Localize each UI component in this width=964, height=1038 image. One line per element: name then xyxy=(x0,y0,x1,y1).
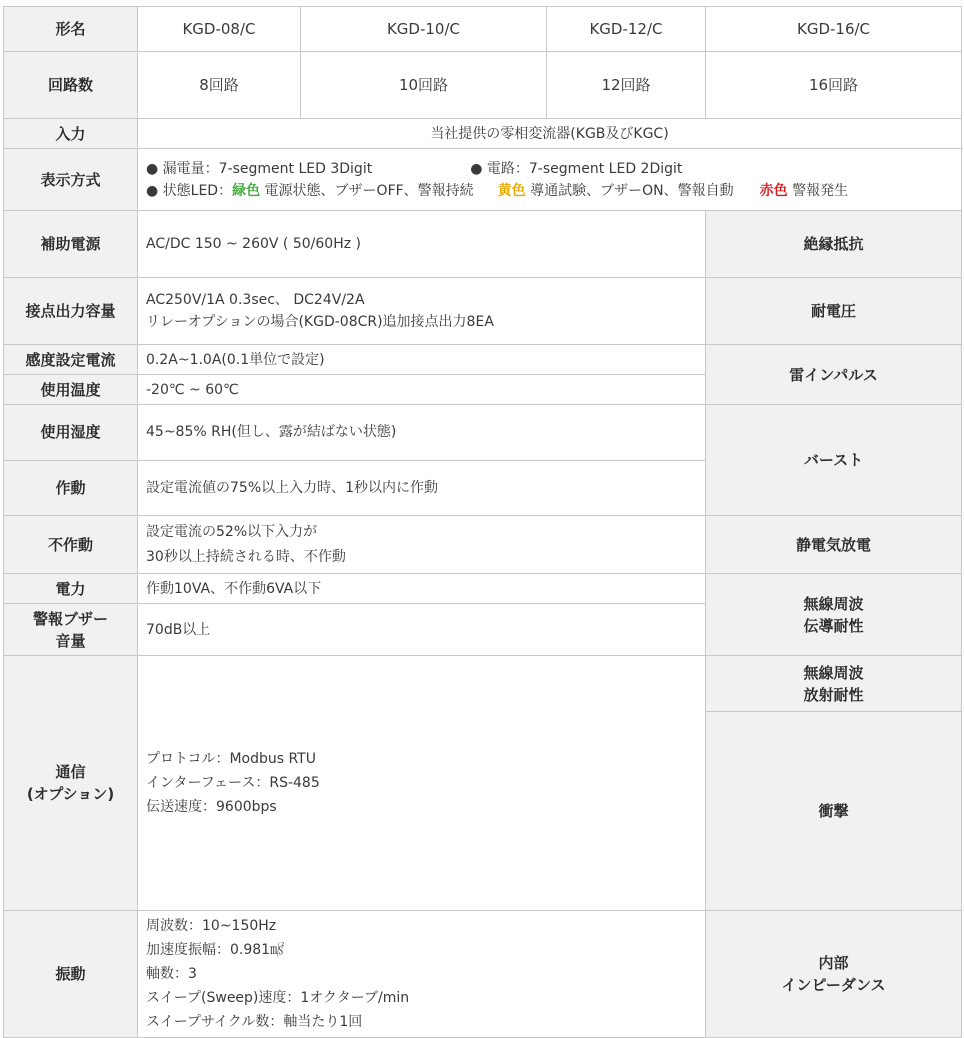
spec-table xyxy=(3,6,962,1038)
input-label: 入力 xyxy=(4,119,138,149)
display-leak: ● 漏電量：7-segment LED 3Digit xyxy=(146,160,373,177)
humidity-row xyxy=(4,405,962,461)
power-value: 作動10VA、不作動6VA以下 xyxy=(138,574,706,604)
operate-label: 作動 xyxy=(4,460,138,516)
aux-power-label: 補助電源 xyxy=(4,211,138,278)
display-row xyxy=(4,149,962,211)
display-value xyxy=(138,149,962,211)
display-line-1 xyxy=(146,158,953,180)
aux-power-value: AC/DC 150 ~ 260V ( 50/60Hz ) xyxy=(138,211,706,278)
operate-value: 設定電流値の75%以上入力時、1秒以内に作動 xyxy=(138,460,706,516)
esd-label: 静電気放電 xyxy=(706,516,962,574)
comm-value xyxy=(138,656,706,911)
radiated-label xyxy=(706,656,962,712)
contact-line-1: AC250V/1A 0.3sec、 DC24V/2A xyxy=(146,292,365,308)
model-name: KGD-12/C xyxy=(547,7,706,52)
model-name: KGD-10/C xyxy=(301,7,547,52)
yellow-led-text: 導通試験、ブザーON、警報自動 xyxy=(525,182,734,199)
contact-line-2: リレーオプションの場合(KGD-08CR)追加接点出力8EA xyxy=(146,314,494,330)
comm-line-3: 伝送速度：9600bps xyxy=(146,799,277,815)
contact-value xyxy=(138,278,706,345)
temperature-value: -20℃ ~ 60℃ xyxy=(138,375,706,405)
red-led-label: 赤色 xyxy=(759,182,788,199)
vibration-value xyxy=(138,911,706,1038)
circuits-label: 回路数 xyxy=(4,52,138,119)
non-operate-row xyxy=(4,516,962,574)
impedance-label-1: 内部 xyxy=(818,954,849,972)
circuits-value: 12回路 xyxy=(547,52,706,119)
conducted-label-2: 伝導耐性 xyxy=(803,616,864,635)
aux-power-row xyxy=(4,211,962,278)
buzzer-value: 70dB以上 xyxy=(138,604,706,656)
vibration-line-2: 加速度振幅：0.981㎨ xyxy=(146,942,285,958)
model-name: KGD-08/C xyxy=(138,7,301,52)
model-row xyxy=(4,7,962,52)
power-label: 電力 xyxy=(4,574,138,604)
comm-row xyxy=(4,656,962,712)
conducted-label-1: 無線周波 xyxy=(803,594,864,613)
green-led-text: 電源状態、ブザーOFF、警報持続 xyxy=(260,182,474,199)
conducted-label xyxy=(706,574,962,656)
red-led-text: 警報発生 xyxy=(787,182,849,199)
green-led-label: 緑色 xyxy=(232,182,261,199)
humidity-label: 使用湿度 xyxy=(4,405,138,461)
input-row xyxy=(4,119,962,149)
circuits-value: 10回路 xyxy=(301,52,547,119)
sensitivity-label: 感度設定電流 xyxy=(4,345,138,375)
impedance-label xyxy=(706,911,962,1038)
circuits-value: 16回路 xyxy=(706,52,962,119)
non-operate-value xyxy=(138,516,706,574)
impedance-label-2: インピーダンス xyxy=(781,976,886,994)
model-name: KGD-16/C xyxy=(706,7,962,52)
buzzer-label xyxy=(4,604,138,656)
contact-row xyxy=(4,278,962,345)
circuits-value: 8回路 xyxy=(138,52,301,119)
radiated-label-2: 放射耐性 xyxy=(803,685,864,704)
temperature-label: 使用温度 xyxy=(4,375,138,405)
comm-line-2: インターフェース：RS-485 xyxy=(146,775,320,791)
vibration-line-3: 軸数：3 xyxy=(146,966,197,982)
vibration-label: 振動 xyxy=(4,911,138,1038)
vibration-line-4: スイープ(Sweep)速度：1オクターブ/min xyxy=(146,990,410,1006)
non-operate-line-2: 30秒以上持続される時、不作動 xyxy=(146,549,346,565)
comm-label-2: (オプション) xyxy=(26,785,115,803)
yellow-led-label: 黄色 xyxy=(497,182,526,199)
sensitivity-value: 0.2A~1.0A(0.1単位で設定) xyxy=(138,345,706,375)
sensitivity-row xyxy=(4,345,962,375)
comm-label-1: 通信 xyxy=(55,763,86,781)
shock-label: 衝撃 xyxy=(706,712,962,911)
vibration-line-5: スイープサイクル数：軸当たり1回 xyxy=(146,1014,363,1030)
display-line-2 xyxy=(146,180,953,202)
input-value: 当社提供の零相変流器(KGB及びKGC) xyxy=(138,119,962,149)
display-label: 表示方式 xyxy=(4,149,138,211)
humidity-value: 45~85% RH(但し、露が結ばない状態) xyxy=(138,405,706,461)
contact-label: 接点出力容量 xyxy=(4,278,138,345)
insulation-label: 絶縁抵抗 xyxy=(706,211,962,278)
buzzer-label-2: 音量 xyxy=(55,631,86,650)
comm-line-1: プロトコル：Modbus RTU xyxy=(146,751,316,767)
display-circuit: ● 電路：7-segment LED 2Digit xyxy=(470,160,683,177)
buzzer-label-1: 警報ブザー xyxy=(32,609,108,628)
vibration-line-1: 周波数：10~150Hz xyxy=(146,918,277,934)
non-operate-line-1: 設定電流の52%以下入力が xyxy=(146,524,318,540)
model-label: 形名 xyxy=(4,7,138,52)
radiated-label-1: 無線周波 xyxy=(803,663,864,682)
display-status-prefix: ● 状態LED： xyxy=(146,182,233,199)
impulse-label: 雷インパルス xyxy=(706,345,962,405)
non-operate-label: 不作動 xyxy=(4,516,138,574)
circuits-row xyxy=(4,52,962,119)
comm-label xyxy=(4,656,138,911)
power-row xyxy=(4,574,962,604)
vibration-row xyxy=(4,911,962,1038)
withstand-label: 耐電圧 xyxy=(706,278,962,345)
burst-label: バースト xyxy=(706,405,962,516)
